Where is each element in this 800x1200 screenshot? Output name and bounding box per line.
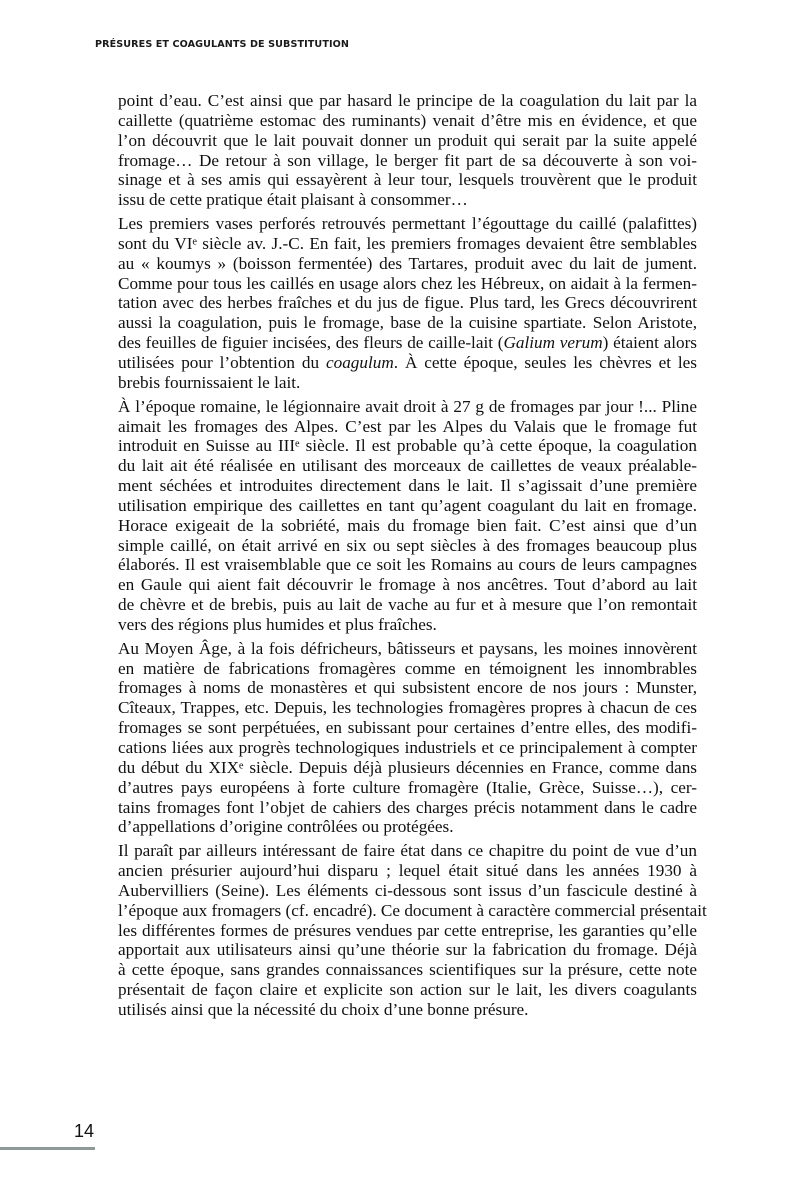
text-line: Les premiers vases perforés retrouvés permettant l’égouttage du caillé (palafittes) [118,214,697,234]
running-head: PRÉSURES ET COAGULANTS DE SUBSTITUTION [95,39,350,50]
text-line: cations liées aux progrès technologiques industriels et ce principalement à compter [118,738,697,757]
text-line: fromage… De retour à son village, le berger fit part de sa découverte à son voi- [118,150,697,170]
text-line: utilisation empirique des caillettes en tant qu’agent coagulant du lait en fromage. [118,495,697,515]
text-line: apportait aux utilisateurs ainsi qu’une théorie sur la fabrication du fromage. Déjà [118,940,697,960]
text-line: vers des régions plus humides et plus fraîches. [118,614,437,634]
text-line: tains fromages font l’objet de cahiers des charges précis notamment dans le cadre [118,797,697,817]
text-line: aimait les fromages des Alpes. C’est par les Alpes du Valais que le fromage fut [118,416,697,436]
text-line: utilisés ainsi que la nécessité du choix d’une bonne présure. [118,999,529,1019]
text-line: point d’eau. C’est ainsi que par hasard le principe de la coagulation du lait par la [118,91,697,110]
text-line: Au Moyen Âge, à la fois défricheurs, bâtisseurs et paysans, les moines innovèrent [118,638,697,658]
text-line: du début du XIXᵉ siècle. Depuis déjà plusieurs décennies en France, comme dans [118,757,697,777]
text-line: fromages se sont perpétuées, en subissant pour certaines d’entre elles, des modifi- [118,718,697,738]
text-line: aussi la coagulation, puis le fromage, base de la cuisine spartiate. Selon Aristote, [118,313,697,333]
text-line: simple caillé, on était arrivé en six ou sept siècles à des fromages beaucoup plus [118,535,697,555]
text-line: du lait ait été réalisée en utilisant des morceaux de caillettes de veaux préalable- [118,456,697,476]
text-line: tation avec des herbes fraîches et du jus de figue. Plus tard, les Grecs découvrirent [118,293,697,313]
paragraph [118,397,697,635]
text-line: Comme pour tous les caillés en usage alors chez les Hébreux, on aidait à la fermen- [118,273,697,293]
text-line: ancien présurier aujourd’hui disparu ; lequel était situé dans les années 1930 à [118,861,697,881]
page-number-rule [0,1147,95,1150]
text-line: Il paraît par ailleurs intéressant de faire état dans ce chapitre du point de vue d’un [118,841,697,861]
text-line: en Gaule qui aient fait découvrir le fromage à nos ancêtres. Tout d’abord au lait [118,575,697,595]
text-line: brebis fournissaient le lait. [118,372,301,392]
text-line: des feuilles de figuier incisées, des fleurs de caille-lait (Galium verum) étaient alors [118,333,697,353]
paragraph [118,639,697,837]
page-number: 14 [74,1121,95,1141]
italic-term: coagulum [325,352,394,372]
text-line: d’appellations d’origine contrôlées ou protégées. [118,817,454,837]
text-line: Aubervilliers (Seine). Les éléments ci-dessous sont issus d’un fascicule destiné à [118,880,697,900]
text-line: fromages à noms de monastères et qui subsistent encore de nos jours : Munster, [118,678,697,698]
text-line: Cîteaux, Trappes, etc. Depuis, les technologies fromagères propres à chacun de ces [118,698,697,718]
italic-term: Galium verum [503,333,603,353]
text-line: au « koumys » (boisson fermentée) des Tartares, produit avec du lait de jument. [118,253,697,273]
text-line: de chèvre et de brebis, puis au lait de vache au fur et à mesure que l’on remontait [118,595,697,615]
text-line: sont du VIᵉ siècle av. J.-C. En fait, les premiers fromages devaient être semblables [118,233,697,253]
body-text [118,91,707,1024]
text-line: d’autres pays européens à forte culture fromagère (Italie, Grèce, Suisse…), cer- [118,777,697,797]
paragraph [118,91,697,210]
text-line: utilisées pour l’obtention du coagulum. À cette époque, seules les chèvres et les [118,352,697,372]
text-line: à cette époque, sans grandes connaissances scientifiques sur la présure, cette note [118,960,697,980]
text-line: À l’époque romaine, le légionnaire avait droit à 27 g de fromages par jour !... Pline [118,396,697,416]
text-line: sinage et à ses amis qui essayèrent à leur tour, lesquels trouvèrent que le produit [118,170,697,190]
text-line: issu de cette pratique était plaisant à consommer… [118,190,468,210]
text-line: en matière de fabrications fromagères comme en témoignent les innombrables [118,658,697,678]
text-line: élaborés. Il est vraisemblable que ce soit les Romains au cours de leurs campagnes [118,555,697,575]
paragraph [118,214,697,393]
text-line: introduit en Suisse au IIIᵉ siècle. Il est probable qu’à cette époque, la coagulation [118,436,697,456]
text-line: les différentes formes de présures vendues par cette entreprise, les garanties qu’elle [118,920,697,940]
text-line: l’époque aux fromagers (cf. encadré). Ce document à caractère commercial présentait [118,900,707,920]
text-line: ment séchées et introduites directement dans le lait. Il s’agissait d’une première [118,476,697,496]
paragraph [118,841,707,1020]
text-line: présentait de façon claire et explicite son action sur le lait, les divers coagulants [118,980,697,1000]
text-line: Horace exigeait de la sobriété, mais du fromage bien fait. C’est ainsi que d’un [118,515,697,535]
text-line: l’on découvrit que le lait pouvait donner un produit qui serait par la suite appelé [118,130,697,150]
text-line: caillette (quatrième estomac des ruminants) venait d’être mis en évidence, et que [118,110,697,130]
